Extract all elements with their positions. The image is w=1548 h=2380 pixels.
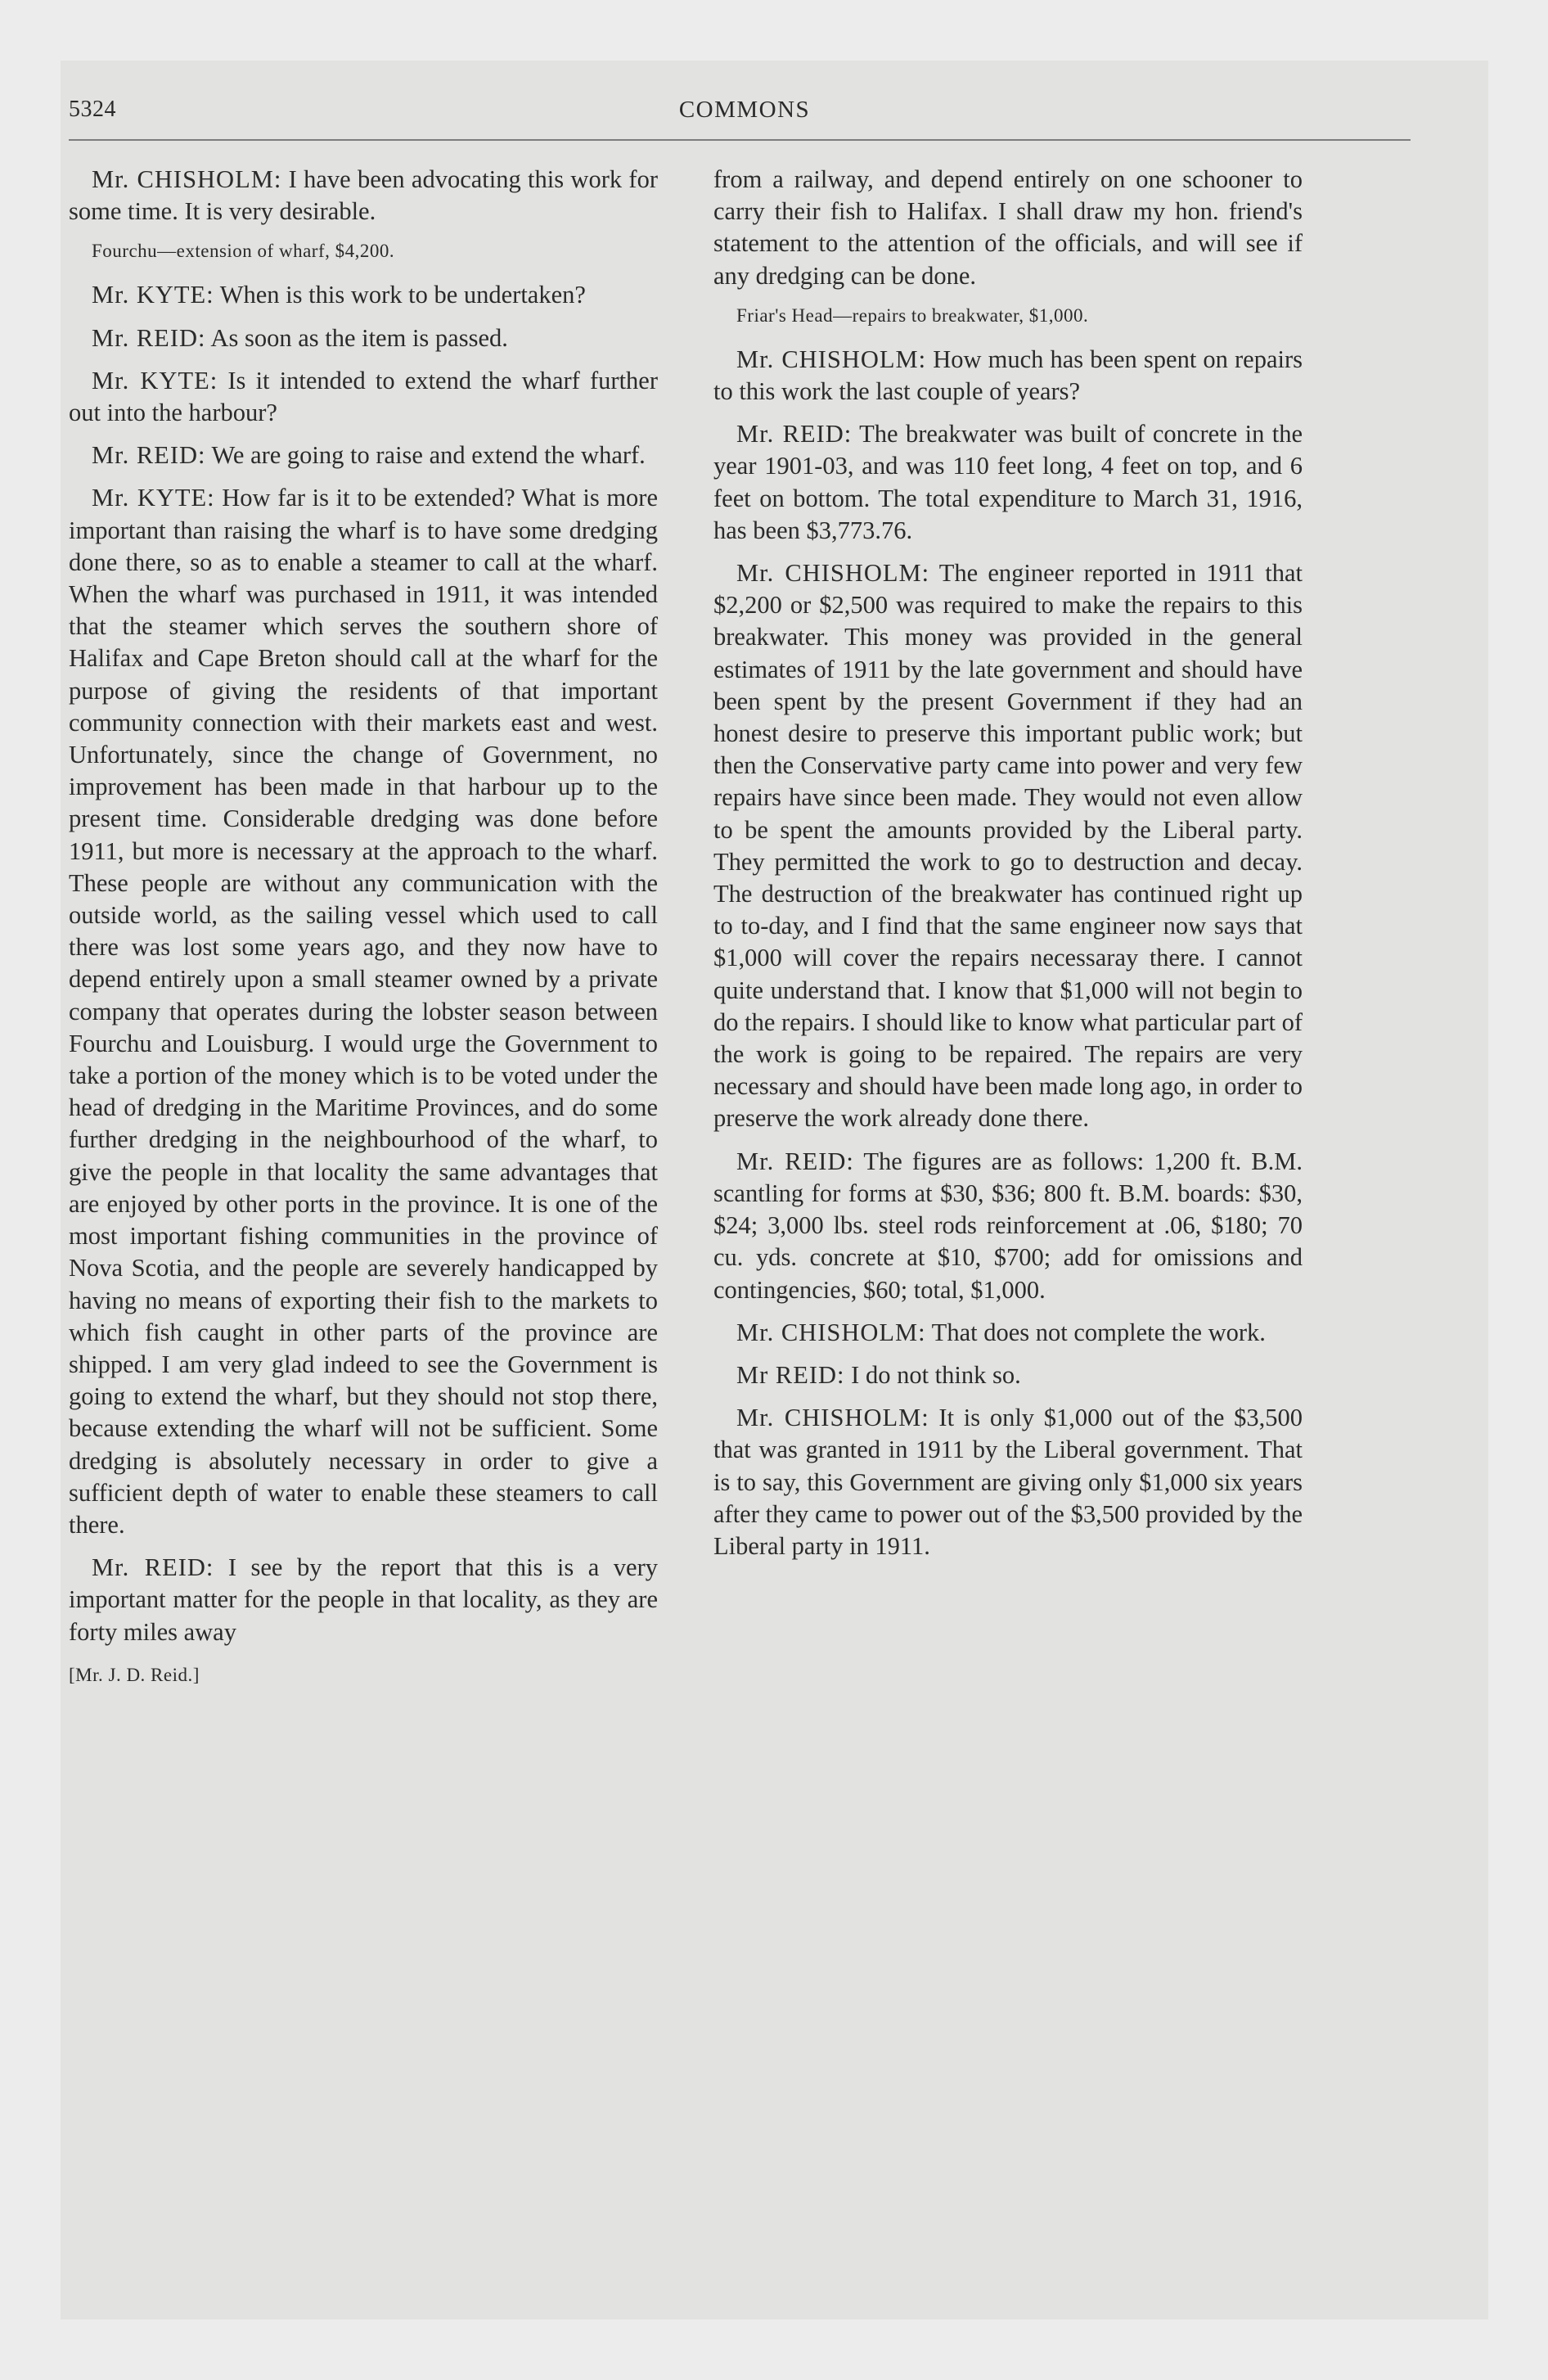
paragraph <box>713 344 1303 408</box>
speaker-name: Mr. CHISHOLM: <box>736 559 930 588</box>
speech-text: I see by the report that this is a very important matter for the people in that locality, as they are forty miles away <box>69 1553 658 1646</box>
paragraph <box>713 1359 1303 1391</box>
paragraph <box>69 279 658 311</box>
paragraph <box>69 482 658 1541</box>
paragraph <box>69 164 658 228</box>
page-number: 5324 <box>69 97 116 122</box>
speech-text: We are going to raise and extend the wharf. <box>205 441 646 470</box>
paragraph <box>713 557 1303 1135</box>
speaker-name: Mr. CHISHOLM: <box>736 345 927 373</box>
paragraph <box>69 1552 658 1648</box>
speech-text: from a railway, and depend entirely on one schooner to carry their fish to Halifax. I shall draw my hon. friend's statement to the attention of the officials, and will see if any dredging can be done. <box>713 165 1303 290</box>
speech-text: How far is it to be extended? What is more important than raising the wharf is to have some dredging done there, so as to enable a steamer to call at the wharf. When the wharf was purchased in 1911, it was intended that the steamer which serves the southern shore of Halifax and Cape Breton should call at the wharf for the purpose of giving the residents of that important community connection with their markets east and west. Unfortunately, since the change of Government, no improvement has been made in that harbour up to the present time. Considerable dredging was done before 1911, but more is necessary at the approach to the wharf. These people are without any communication with the outside world, as the sailing vessel which used to call there was lost some years ago, and they now have to depend entirely upon a small steamer owned by a private company that operates during the lobster season between Fourchu and Louisburg. I would urge the Government to take a portion of the money which is to be voted under the head of dredging in the Maritime Provinces, and do some further dredging in the neighbourhood of the wharf, to give the people in that locality the same advantages that are enjoyed by other ports in the province. It is one of the most important fishing communities in the province of Nova Scotia, and the people are severely handicapped by having no means of exporting their fish to the markets to which fish caught in other parts of the province are shipped. I am very glad indeed to see the Government is going to extend the wharf, but they should not stop there, because extending the wharf will not be sufficient. Some dredging is absolutely necessary in order to give a sufficient depth of water to enable these steamers to call there. <box>69 484 658 1539</box>
right-column <box>713 164 1303 1573</box>
estimate-item: Friar's Head—repairs to breakwater, $1,000. <box>736 304 1089 326</box>
speech-text: I have been advocating this work for some time. It is very desirable. <box>69 165 658 226</box>
speech-text: How much has been spent on repairs to this work the last couple of years? <box>713 345 1303 406</box>
speech-text: When is this work to be undertaken? <box>214 281 586 309</box>
speech-text: The figures are as follows: 1,200 ft. B.M. scantling for forms at $30, $36; 800 ft. B.M. boards: $30, $24; 3,000 lbs. steel rods reinforcement at .06, $180; 70 cu. yds. concrete at $10, $700; add for omissions and contingencies, $60; total, $1,000. <box>713 1147 1303 1304</box>
speaker-name: Mr. REID: <box>92 1553 214 1582</box>
paragraph <box>713 418 1303 547</box>
speaker-name: Mr REID: <box>736 1360 845 1389</box>
speaker-name: Mr. KYTE: <box>92 366 218 394</box>
speech-text: The breakwater was built of concrete in the year 1901-03, and was 110 feet long, 4 feet on top, and 6 feet on bottom. The total expenditure to March 31, 1916, has been $3,773.76. <box>713 420 1303 544</box>
speech-text: The engineer reported in 1911 that $2,200 or $2,500 was required to make the repairs to this breakwater. This money was provided in the general estimates of 1911 by the late government and should have been spent by the present Government if they had an honest desire to preserve this important public work; but then the Conservative party came into power and very few repairs have since been made. They would not even allow to be spent the amounts provided by the Liberal party. They permitted the work to go to destruction and decay. The destruction of the breakwater has continued right up to to-day, and I find that the same engineer now says that $1,000 will cover the repairs necessaray there. I cannot quite understand that. I know that $1,000 will not begin to do the repairs. I should like to know what particular part of the work is going to be repaired. The repairs are very necessary and should have been made long ago, in order to preserve the work already done there. <box>713 559 1303 1133</box>
speaker-name: Mr. REID: <box>736 1147 854 1175</box>
speech-text: That does not complete the work. <box>925 1318 1266 1346</box>
paragraph <box>69 365 658 429</box>
speaker-name: Mr. KYTE: <box>92 281 214 309</box>
speaker-name: Mr. REID: <box>92 323 206 352</box>
speaker-name: Mr. CHISHOLM: <box>92 165 282 193</box>
paragraph <box>69 439 658 471</box>
speaker-name: Mr. REID: <box>736 420 853 449</box>
speaker-name: Mr. KYTE: <box>92 484 215 512</box>
paragraph <box>713 164 1303 292</box>
paragraph <box>69 322 658 354</box>
paragraph <box>713 1146 1303 1306</box>
estimate-item: Fourchu—extension of wharf, $4,200. <box>92 241 395 262</box>
left-column <box>69 164 658 1691</box>
speech-text: As soon as the item is passed. <box>205 323 508 352</box>
speech-text: It is only $1,000 out of the $3,500 that was granted in 1911 by the Liberal government. That is to say, this Government are giving only $1,000 six years after they came to power out of the $3,500 provided by the Liberal party in 1911. <box>713 1404 1303 1560</box>
speech-text: I do not think so. <box>844 1360 1021 1389</box>
speaker-name: Mr. REID: <box>92 441 206 470</box>
running-head: COMMONS <box>678 97 811 123</box>
speaker-footer-tag: [Mr. J. D. Reid.] <box>69 1664 200 1685</box>
speaker-name: Mr. CHISHOLM: <box>736 1404 929 1432</box>
speech-text: Is it intended to extend the wharf further out into the harbour? <box>69 366 658 427</box>
speaker-name: Mr. CHISHOLM: <box>736 1318 926 1346</box>
paragraph <box>713 1317 1303 1349</box>
header-rule <box>69 139 1411 141</box>
paragraph <box>713 1402 1303 1562</box>
